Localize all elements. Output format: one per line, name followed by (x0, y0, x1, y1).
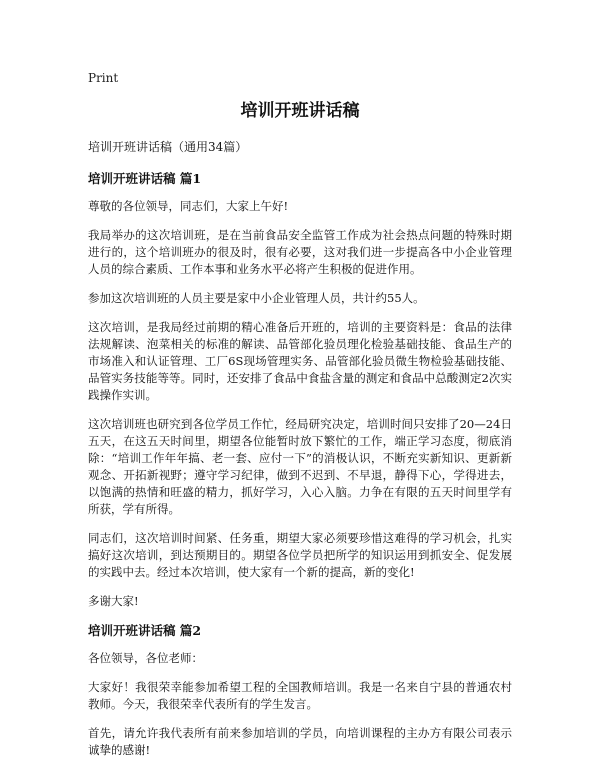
document-title: 培训开班讲话稿 (240, 101, 360, 121)
paragraph: 同志们，这次培训时间紧、任务重，期望大家必须要珍惜这难得的学习机会，扎实搞好这次培训，到达预期目的。期望各位学员把所学的知识运用到抓安全、促发展的实践中去。经过本次培训，使大家有一个新的提高，新的变化! (88, 531, 512, 579)
paragraph: 首先，请允许我代表所有前来参加培训的学员，向培训课程的主办方有限公司表示诚挚的感谢! (88, 726, 512, 757)
print-link[interactable]: Print (88, 71, 119, 85)
document-subtitle: 培训开班讲话稿（通用34篇） (88, 140, 248, 154)
paragraph: 这次培训班也研究到各位学员工作忙，经局研究决定，培训时间只安排了20—24日五天，在这五天时间里，期望各位能暂时放下繁忙的工作，端正学习态度，彻底消除：“培训工作年年搞、老一套、应付一下”的消极认识，不断充实新知识、更新新观念、开拓新视野；遵守学习纪律，做到不迟到、不早退，静得下心，学得进去，以饱满的热情和旺盛的精力，抓好学习，入心入脑。力争在有限的五天时间里学有所获，学有所得。 (88, 417, 512, 516)
paragraph: 参加这次培训班的人员主要是家中小企业管理人员，共计约55人。 (88, 291, 425, 305)
section-heading-1: 培训开班讲话稿 篇1 (88, 171, 202, 186)
paragraph: 多谢大家! (88, 594, 139, 608)
paragraph: 尊敬的各位领导，同志们，大家上午好! (88, 199, 289, 213)
paragraph: 各位领导，各位老师： (88, 651, 203, 665)
paragraph: 这次培训，是我局经过前期的精心准备后开班的，培训的主要资料是：食品的法律法规解读、泡菜相关的标准的解读、品管部化验员理化检验基础技能、食品生产的市场准入和认证管理、工厂6S现场管理实务、品管部化验员微生物检验基础技能、品管实务技能等等。同时，还安排了食品中食盐含量的测定和食品中总酸测定2次实践操作实训。 (88, 320, 512, 402)
paragraph: 大家好！我很荣幸能参加希望工程的全国教师培训。我是一名来自宁县的普通农村教师。今天，我很荣幸代表所有的学生发言。 (88, 680, 512, 711)
paragraph: 我局举办的这次培训班，是在当前食品安全监管工作成为社会热点问题的特殊时期进行的，这个培训班办的很及时，很有必要，这对我们进一步提高各中小企业管理人员的综合素质、工作本事和业务水平必将产生积极的促进作用。 (88, 228, 512, 276)
section-heading-2: 培训开班讲话稿 篇2 (88, 623, 202, 638)
